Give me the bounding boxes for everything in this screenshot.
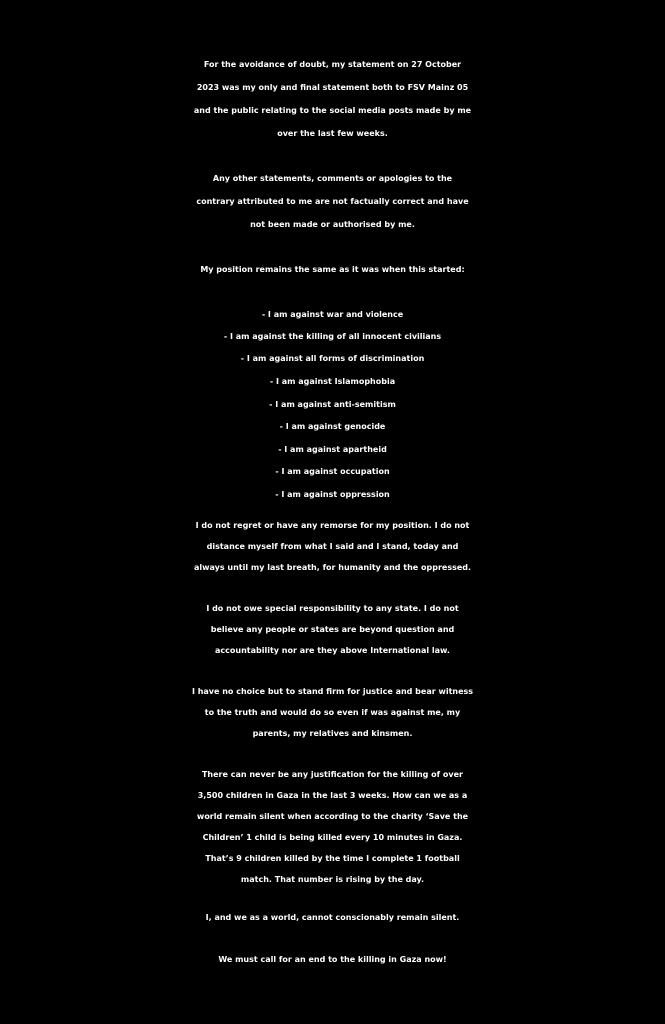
justification-line: That’s 9 children killed by the time I complete 1 football — [205, 854, 460, 863]
no-regret-line: always until my last breath, for humanity and the oppressed. — [193, 563, 472, 572]
justification-line: world remain silent when according to the charity ‘Save the — [196, 812, 469, 821]
intro-line: over the last few weeks. — [277, 129, 388, 138]
position-item: - I am against oppression — [275, 490, 390, 499]
position-item: - I am against apartheid — [278, 445, 387, 454]
responsibility-line: I do not owe special responsibility to any state. I do not — [206, 604, 459, 613]
justification-line: 3,500 children in Gaza in the last 3 weeks. How can we as a — [197, 791, 468, 800]
other-statements-line: Any other statements, comments or apologies to the — [212, 174, 453, 183]
stand-firm-line: I have no choice but to stand firm for justice and bear witness — [191, 687, 474, 696]
responsibility-line: believe any people or states are beyond question and — [210, 625, 455, 634]
no-regret-line: distance myself from what I said and I stand, today and — [206, 542, 459, 551]
other-statements-line: not been made or authorised by me. — [250, 220, 415, 229]
call-to-action-line: We must call for an end to the killing in Gaza now! — [218, 955, 447, 964]
position-item: - I am against occupation — [275, 467, 390, 476]
remain-silent-line: I, and we as a world, cannot conscionably remain silent. — [205, 913, 460, 922]
other-statements-line: contrary attributed to me are not factually correct and have — [196, 197, 469, 206]
position-item: - I am against anti-semitism — [269, 400, 396, 409]
position-heading: My position remains the same as it was when this started: — [200, 265, 465, 274]
position-item: - I am against all forms of discrimination — [240, 354, 425, 363]
intro-line: 2023 was my only and final statement both to FSV Mainz 05 — [196, 83, 469, 92]
position-item: - I am against war and violence — [261, 310, 404, 319]
no-regret-line: I do not regret or have any remorse for my position. I do not — [195, 521, 470, 530]
intro-line: For the avoidance of doubt, my statement on 27 October — [203, 60, 462, 69]
responsibility-line: accountability nor are they above International law. — [215, 646, 450, 655]
position-item: - I am against genocide — [279, 422, 386, 431]
justification-line: Children’ 1 child is being killed every 10 minutes in Gaza. — [202, 833, 463, 842]
intro-line: and the public relating to the social media posts made by me — [193, 106, 472, 115]
stand-firm-line: to the truth and would do so even if was against me, my — [204, 708, 461, 717]
position-item: - I am against the killing of all innocent civilians — [223, 332, 442, 341]
justification-line: match. That number is rising by the day. — [240, 875, 425, 884]
stand-firm-line: parents, my relatives and kinsmen. — [252, 729, 413, 738]
position-item: - I am against Islamophobia — [269, 377, 396, 386]
justification-line: There can never be any justification for the killing of over — [201, 770, 464, 779]
